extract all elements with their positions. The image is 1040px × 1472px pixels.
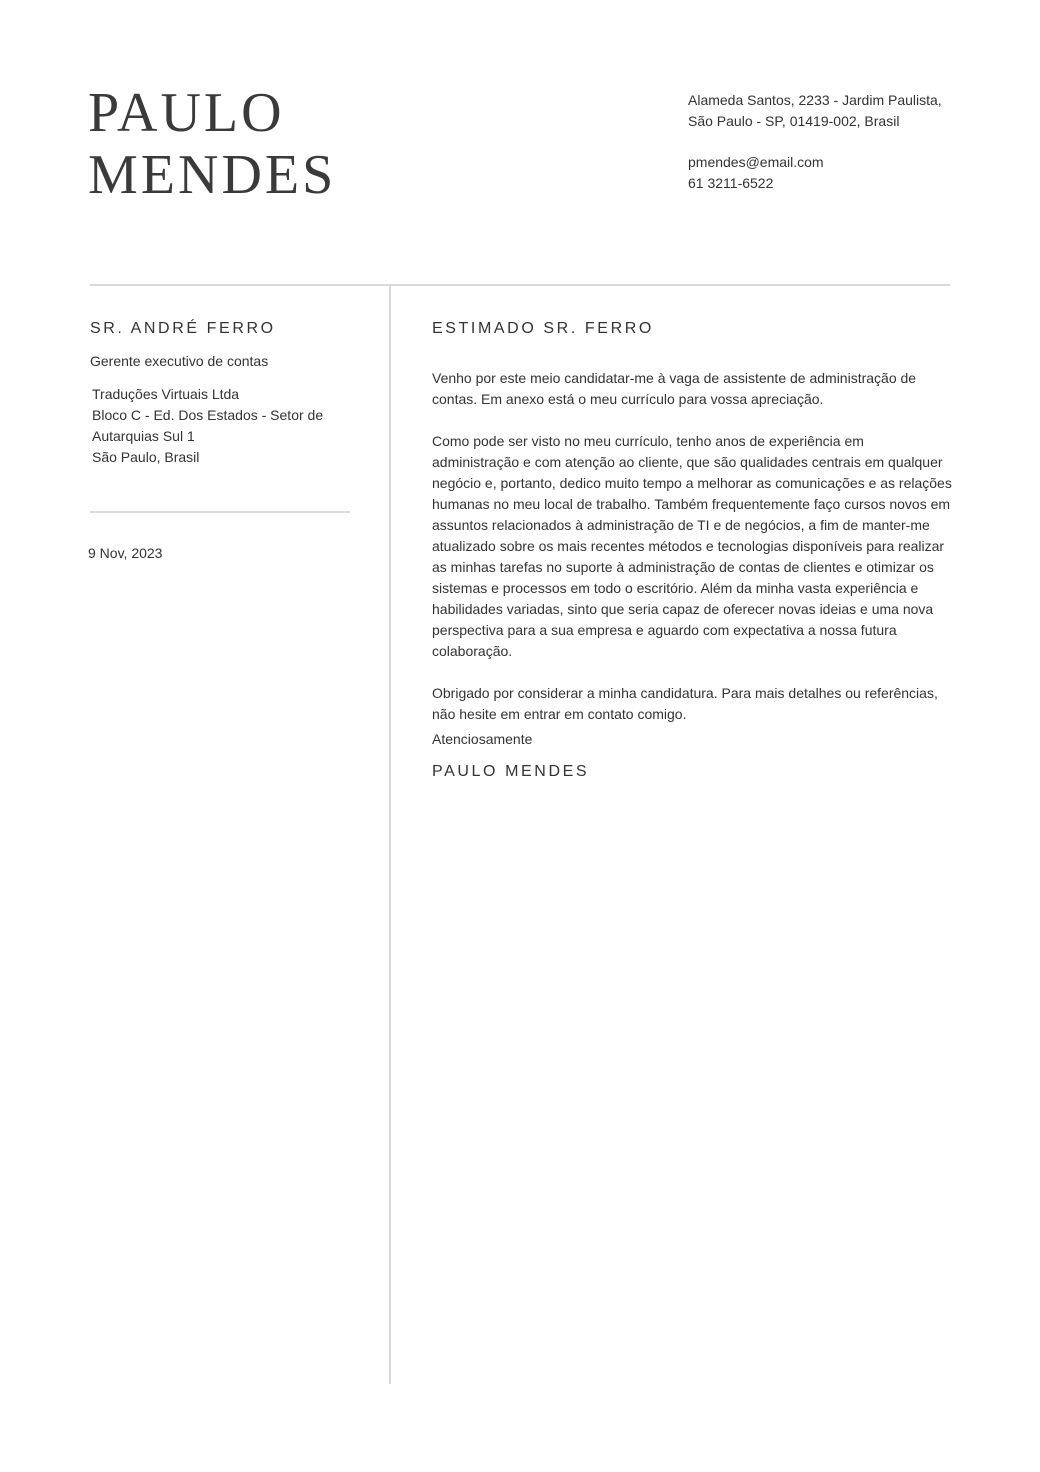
letter-signature: PAULO MENDES [432,763,590,780]
applicant-first-name: PAULO [88,82,285,144]
letter-date: 9 Nov, 2023 [88,545,163,561]
letter-salutation: ESTIMADO SR. FERRO [432,320,654,337]
recipient-address [92,384,332,468]
recipient-address-line2: Autarquias Sul 1 [92,428,195,444]
letter-paragraph: Obrigado por considerar a minha candidatura. Para mais detalhes ou referências, não hesite em entrar em contato comigo. [432,685,938,722]
recipient-company: Traduções Virtuais Ltda [92,386,240,402]
header-divider [90,284,950,286]
sidebar-divider [90,511,350,513]
recipient-title: Gerente executivo de contas [90,353,269,369]
contact-block [688,90,942,194]
recipient-address-line1: Bloco C - Ed. Dos Estados - Setor de [92,407,324,423]
contact-phone: 61 3211-6522 [688,175,774,191]
letter-paragraph: Como pode ser visto no meu currículo, tenho anos de experiência em administração e com atenção ao cliente, que são qualidades centrais em qualquer negócio e, portanto, dedico muito tempo a melhorar as comunicações e as relações humanas no meu local de trabalho. Também frequentemente faço cursos novos em assuntos relacionados à administração de TI e de negócios, a fim de manter-me atualizado sobre os mais recentes métodos e tecnologias disponíveis para realizar as minhas tarefas no suporte à administração de contas de clientes e otimizar os sistemas e processos em todo o escritório. Além da minha vasta experiência e habilidades variadas, sinto que seria capaz de oferecer novas ideias e uma nova perspectiva para a sua empresa e aguardo com expectativa a nossa futura colaboração. [432,433,952,659]
contact-spacer [688,132,942,152]
recipient-city: São Paulo, Brasil [92,449,200,465]
letter-closing: Atenciosamente [432,731,533,747]
letter-paragraph: Venho por este meio candidatar-me à vaga de assistente de administração de contas. Em anexo está o meu currículo para vossa apreciação. [432,370,917,407]
recipient-name: SR. ANDRÉ FERRO [90,320,276,337]
column-divider [389,286,391,1384]
applicant-name [88,82,336,206]
applicant-last-name: MENDES [88,144,337,206]
contact-address-line2: São Paulo - SP, 01419-002, Brasil [688,113,900,129]
contact-email: pmendes@email.com [688,154,824,170]
contact-address-line1: Alameda Santos, 2233 - Jardim Paulista, [688,92,942,108]
letter-body [432,368,952,746]
